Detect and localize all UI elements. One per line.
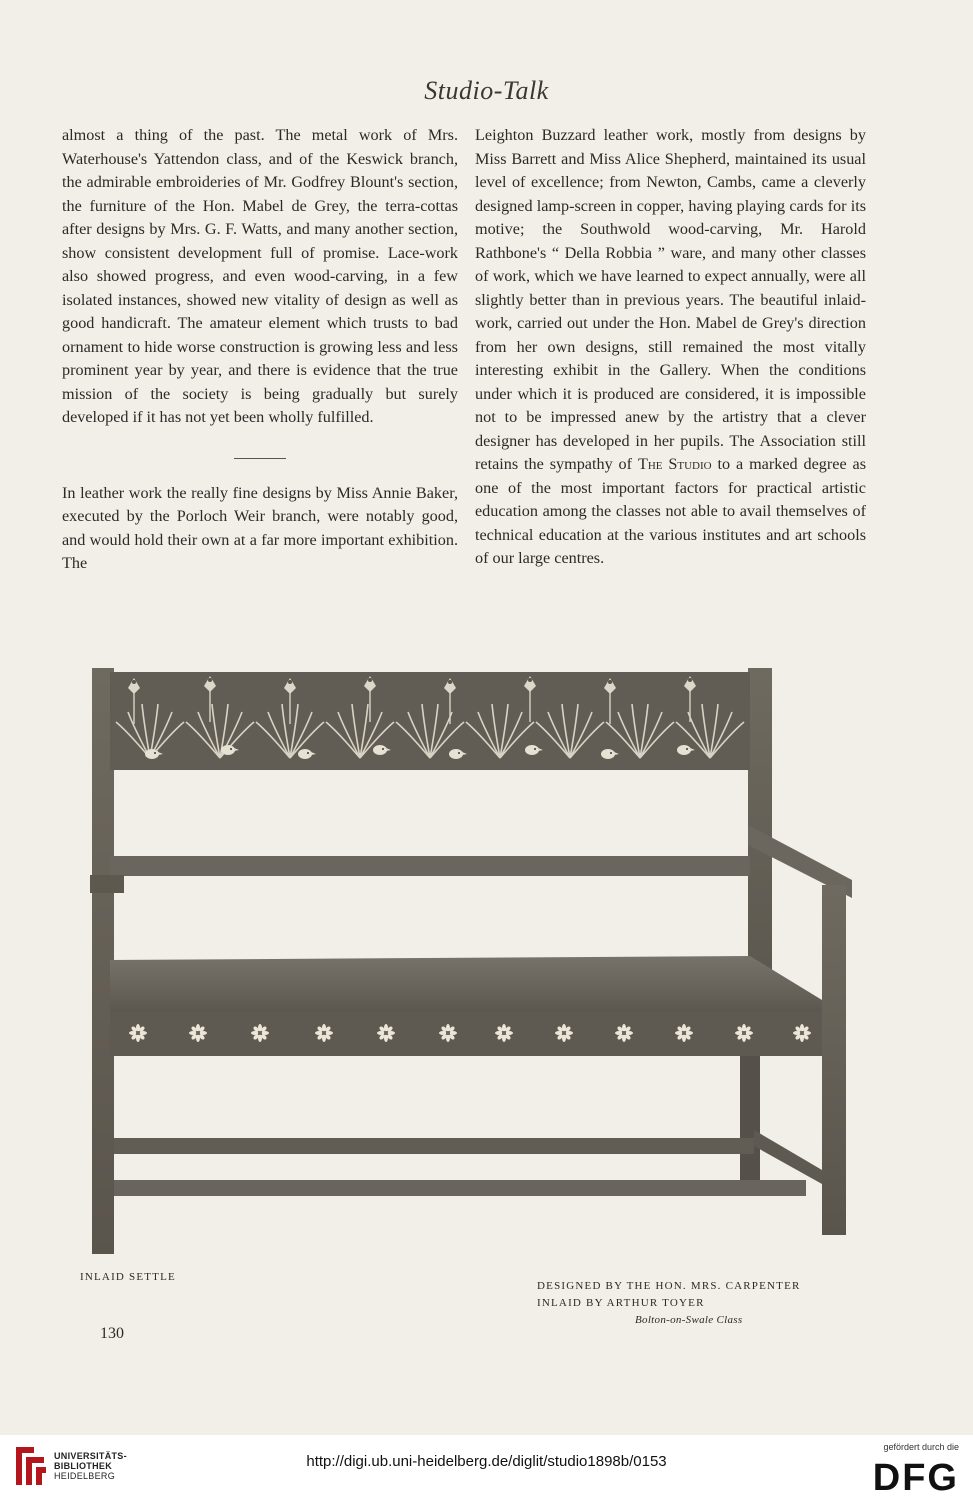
library-name-line2: BIBLIOTHEK	[54, 1461, 112, 1471]
permalink-url[interactable]: http://digi.ub.uni-heidelberg.de/diglit/studio1898b/0153	[306, 1453, 667, 1470]
funding-note: gefördert durch die	[883, 1442, 959, 1452]
library-name-line1: UNIVERSITÄTS-	[54, 1451, 127, 1461]
inlaid-settle-photo	[80, 660, 860, 1260]
section-divider	[234, 458, 286, 459]
right-paragraph-part-a: Leighton Buzzard leather work, mostly from designs by Miss Barrett and Miss Alice Shepherd, maintained its usual level of excellence; from Newton, Cambs, came a cleverly designed lamp-screen in copper, having playing cards for its motive; the Southwold wood-carving, Mr. Harold Rathbone's “ Della Robbia ” ware, and many other classes of work, which we have learned to expect annually, were all slightly better than in previous years. The beautiful inlaid-work, carried out under the Hon. Mabel de Grey's direction from her own designs, still remained the most vitally interesting exhibit in the Gallery. When the conditions under which it is produced are considered, it is impossible not to be impressed anew by the artistry that a clever designer has developed in her pupils. The Association still retains the sympathy of	[475, 126, 866, 473]
left-paragraph-1: almost a thing of the past. The metal work of Mrs. Waterhouse's Yattendon class, and of the Keswick branch, the admirable embroideries of Mr. Godfrey Blount's section, the furniture of the Hon. Mabel de Grey, the terra-cottas after designs by Mrs. G. F. Watts, and many another section, show consistent development full of promise. Lace-work also showed progress, and even wood-carving, in a few isolated instances, showed new vitality of design as well as good handicraft. The amateur element which trusts to bad ornament to hide worse construction is growing less and less prominent year by year, and there is evidence that the true mission of the society is being gradually but surely developed if it has not yet been wholly fulfilled.	[62, 126, 458, 426]
running-title: Studio-Talk	[424, 76, 549, 105]
the-studio-smallcaps: The Studio	[637, 455, 712, 473]
figure-caption-title: INLAID SETTLE	[80, 1271, 176, 1283]
class-credit: Bolton-on-Swale Class	[635, 1314, 743, 1326]
inlayer-credit: INLAID BY ARTHUR TOYER	[537, 1297, 705, 1309]
right-paragraph-1	[475, 124, 866, 571]
right-column	[475, 124, 866, 571]
figure-credits	[537, 1278, 801, 1329]
dfg-logo: DFG	[872, 1457, 959, 1499]
page-number: 130	[100, 1325, 124, 1342]
designer-credit: DESIGNED BY THE HON. MRS. CARPENTER	[537, 1280, 801, 1292]
right-paragraph-part-b: to a marked degree as one of the most important factors for practical artistic education among the classes not able to avail themselves of technical education at the various institutes and art schools of our large centres.	[475, 455, 867, 567]
library-name-line3: HEIDELBERG	[54, 1471, 116, 1481]
left-paragraph-2: In leather work the really fine designs by Miss Annie Baker, executed by the Porloch Weir branch, were notably good, and would hold their own at a far more important exhibition. The	[62, 483, 458, 572]
left-column	[62, 124, 458, 576]
digitization-footer	[0, 1435, 973, 1505]
